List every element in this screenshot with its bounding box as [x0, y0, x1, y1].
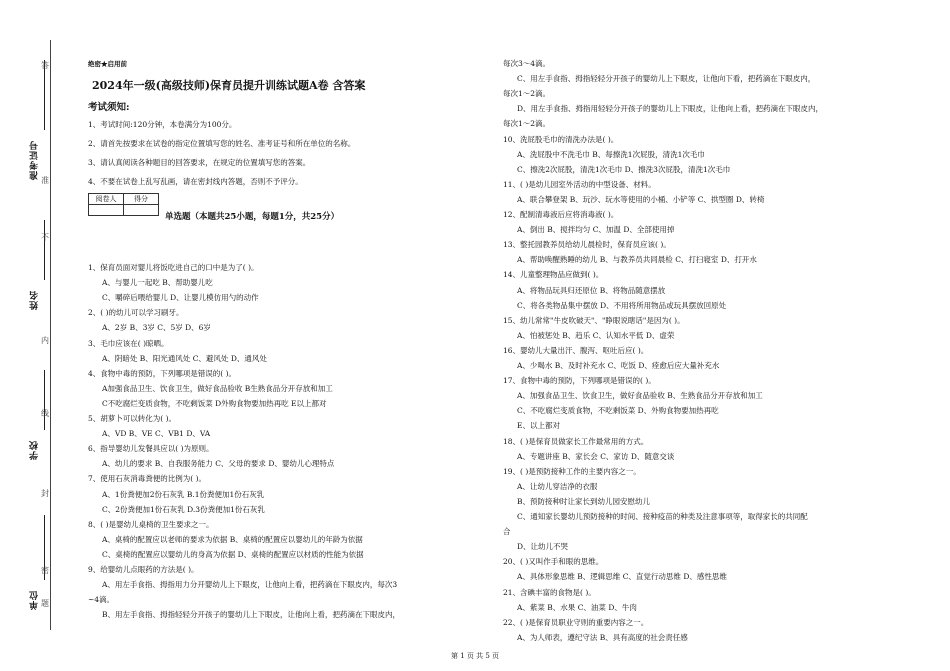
question-option-line: A、2岁 B、3岁 C、5岁 D、6岁 — [102, 323, 211, 333]
margin-label-school: 学校 — [30, 440, 40, 460]
secret-mark: 绝密★启用前 — [88, 60, 127, 68]
question-option-line: A、阴暗处 B、阳光通风处 C、避风处 D、通风处 — [102, 353, 267, 363]
question-stem: 5、胡萝卜可以转化为( )。 — [88, 414, 177, 423]
seal-char: 线 — [41, 409, 49, 418]
score-table-grader-header: 阅卷人 — [89, 194, 124, 205]
question-option-line: E、以上都对 — [517, 421, 560, 431]
seal-char: 内 — [41, 336, 49, 345]
question-option-line: A、少喝水 B、及时补充水 C、吃饭 D、痊愈后应大量补充水 — [517, 361, 720, 370]
notice-item: 3、请认真阅读各种题目的回答要求，在规定的位置填写您的答案。 — [88, 158, 311, 167]
question-option-line: C、桌椅的配置应以婴幼儿的身高为依据 D、桌椅的配置应以材质的性能为依据 — [102, 549, 364, 559]
notice-heading: 考试须知: — [88, 102, 130, 113]
question-option-line: 每次1～2滴。 — [503, 119, 551, 129]
question-stem: 18、( )是保育员做家长工作最常用的方式。 — [503, 436, 649, 446]
question-option-line: D、让幼儿不哭 — [517, 542, 569, 552]
question-stem: 20、( )又叫作手和眼的思维。 — [503, 557, 604, 567]
question-stem: 13、整托园教养员给幼儿晨检时，保育员应该( )。 — [503, 240, 671, 250]
question-stem: 8、( )是婴幼儿桌椅的卫生要求之一。 — [88, 519, 214, 529]
margin-label-exam-number: 准考证号 — [30, 140, 40, 180]
question-option-line: A、帮助唤醒熟睡的幼儿 B、与教养员共同晨检 C、打扫寝室 D、打开水 — [517, 255, 757, 265]
question-option-line: 每次1～2滴。 — [503, 89, 551, 99]
question-option-line: 合 — [503, 527, 511, 537]
question-stem: 2、( )的幼儿可以学习刷牙。 — [88, 308, 184, 318]
seal-char: 题 — [41, 599, 49, 608]
score-cell[interactable] — [124, 205, 159, 216]
question-option-line: A、与婴儿一起吃 B、帮助婴儿吃 — [102, 278, 213, 288]
question-option-line: C、嚼碎后喂给婴儿 D、让婴儿模仿用勺的动作 — [102, 293, 259, 303]
question-option-line: 每次3～4滴。 — [503, 59, 551, 68]
question-option-line: D、用左手食指、拇指用轻轻分开孩子的婴幼儿上下眼皮，让他向上看，把药滴在下眼皮内， — [517, 104, 824, 114]
question-option-line: A、倒出 B、搅拌均匀 C、加温 D、全部使用掉 — [517, 225, 675, 235]
question-stem: 15、幼儿常常"牛皮吹破天"、"睁眼说瞎话"是因为( )。 — [503, 315, 685, 325]
question-stem: 6、指导婴幼儿发餐具应以( )为原则。 — [88, 444, 214, 454]
section-title: 单选题（本题共25小题，每题1分，共25分） — [165, 212, 340, 222]
question-option-line: A、紫菜 B、水果 C、油菜 D、牛肉 — [517, 602, 637, 612]
margin-field-line — [44, 370, 45, 430]
question-option-line: A、具体形象思维 B、逻辑思维 C、直觉行动思维 D、感性思维 — [517, 572, 727, 582]
page-footer: 第 1 页 共 5 页 — [450, 652, 500, 660]
notice-item: 4、不要在试卷上乱写乱画，请在密封线内答题，否则不予评分。 — [88, 177, 303, 186]
seal-char: 不 — [41, 233, 49, 242]
question-stem: 9、给婴幼儿点眼药的方法是( )。 — [88, 565, 199, 574]
question-option-line: C、通知家长婴幼儿预防接种的时间、接种疫苗的种类及注意事项等，取得家长的共同配 — [517, 512, 808, 521]
score-table — [88, 193, 159, 216]
question-option-line: C不吃腐烂变质食物，不吃剩饭菜 D外购食物要加热再吃 E以上都对 — [102, 398, 327, 408]
question-stem: 22、( )是保育员职业守则的重要内容之一。 — [503, 617, 649, 627]
seal-char: 答 — [41, 61, 49, 70]
question-option-line: A、将物品玩具归还原位 B、将物品随意摆放 — [517, 285, 666, 295]
question-option-line: C、将各类物品集中摆放 D、不用将所用物品或玩具摆放回原处 — [517, 300, 727, 310]
question-stem: 1、保育员面对婴儿将饭吃进自己的口中是为了( )。 — [88, 263, 259, 272]
question-option-line: C、擦洗2次屁股，清洗1次毛巾 D、擦洗3次屁股，清洗1次毛巾 — [517, 164, 731, 174]
question-option-line: A、让幼儿穿洁净的衣服 — [517, 481, 598, 491]
question-stem: 17、食物中毒的预防，下列哪项是错误的( )。 — [503, 376, 656, 386]
question-stem: 21、含碘丰富的食物是( )。 — [503, 587, 596, 597]
margin-field-line — [44, 220, 45, 280]
question-option-line: A、桌椅的配置应以老师的要求为依据 B、桌椅的配置应以婴幼儿的年龄为依据 — [102, 534, 363, 544]
question-option-line: A、用左手食指、拇指用力分开婴幼儿上下眼皮，让他向上看，把药滴在下眼皮内，每次3 — [102, 580, 398, 590]
question-option-line: C、2份粪便加1份石灰乳 D.3份粪便加1份石灰乳 — [102, 504, 265, 514]
notice-item: 2、请首先按要求在试卷的指定位置填写您的姓名、准考证号和所在单位的名称。 — [88, 139, 356, 148]
question-stem: 19、( )是预防接种工作的主要内容之一。 — [503, 466, 641, 476]
question-option-line: A、为人师表，遵纪守法 B、具有高度的社会责任感 — [517, 632, 688, 642]
question-stem: 14、儿童整理物品应做到( )。 — [503, 270, 604, 280]
question-stem: 11、( )是幼儿园室外活动的中型设备、材料。 — [503, 179, 656, 189]
question-option-line: C、用左手食指、拇指轻轻分开孩子的婴幼儿上下眼皮，让他向下看，把药滴在下眼皮内， — [517, 74, 816, 84]
seal-char: 准 — [41, 176, 49, 185]
question-stem: 4、食物中毒的预防，下列哪项是错误的( )。 — [88, 368, 237, 378]
question-stem: 16、婴幼儿大量出汗、腹泻、呕吐后应( )。 — [503, 345, 649, 355]
question-option-line: C、不吃腐烂变质食物，不吃剩饭菜 D、外购食物要加热再吃 — [517, 406, 719, 416]
question-option-line: A、幼儿的要求 B、自我服务能力 C、父母的要求 D、婴幼儿心理特点 — [102, 459, 335, 469]
question-option-line: A加强食品卫生、饮食卫生，做好食品验收 B生熟食品分开存放和加工 — [102, 383, 333, 393]
page-title: 2024年一级(高级技师)保育员提升训练试题A卷 含答案 — [92, 79, 366, 92]
question-option-line: A、洗屁股中不洗毛巾 B、每擦洗1次屁股，清洗1次毛巾 — [517, 149, 705, 159]
notice-item: 1、考试时间:120分钟，本卷满分为100分。 — [88, 120, 237, 129]
seal-char: 密 — [41, 566, 49, 575]
seal-char: 封 — [41, 489, 49, 498]
score-table-score-header: 得分 — [124, 194, 159, 205]
question-stem: 7、使用石灰消毒粪便的比例为( )。 — [88, 474, 207, 484]
question-option-line: B、预防接种时让家长到幼儿园安慰幼儿 — [517, 496, 651, 506]
question-option-line: A、联合攀登架 B、玩沙、玩水等使用的小桶、小铲等 C、拱型圈 D、转椅 — [517, 194, 765, 204]
margin-label-name: 姓名 — [30, 290, 40, 310]
question-option-line: A、专题讲座 B、家长会 C、家访 D、随意交谈 — [517, 451, 675, 461]
question-stem: 3、毛巾应该在( )晾晒。 — [88, 338, 169, 348]
question-option-line: A、1份粪便加2份石灰乳 B.1份粪便加1份石灰乳 — [102, 489, 265, 499]
question-option-line: A、VD B、VE C、VB1 D、VA — [102, 429, 211, 439]
question-option-line: A、加强食品卫生、饮食卫生，做好食品验收 B、生熟食品分开存放和加工 — [517, 391, 763, 401]
seal-line — [50, 40, 51, 630]
grader-cell[interactable] — [89, 205, 124, 216]
margin-label-unit: 单位 — [30, 590, 40, 610]
question-option-line: ~4滴。 — [88, 595, 115, 605]
question-option-line: A、怕被惩处 B、趋乐 C、认知水平低 D、虚荣 — [517, 330, 675, 340]
question-option-line: B、用左手食指、拇指轻轻分开孩子的婴幼儿上下眼皮，让他向上看，把药滴在下眼皮内， — [102, 610, 401, 620]
question-stem: 10、洗屁股毛巾的清洗办法是( )。 — [503, 134, 619, 144]
question-stem: 12、配制清毒液后应将消毒液( )。 — [503, 210, 619, 219]
